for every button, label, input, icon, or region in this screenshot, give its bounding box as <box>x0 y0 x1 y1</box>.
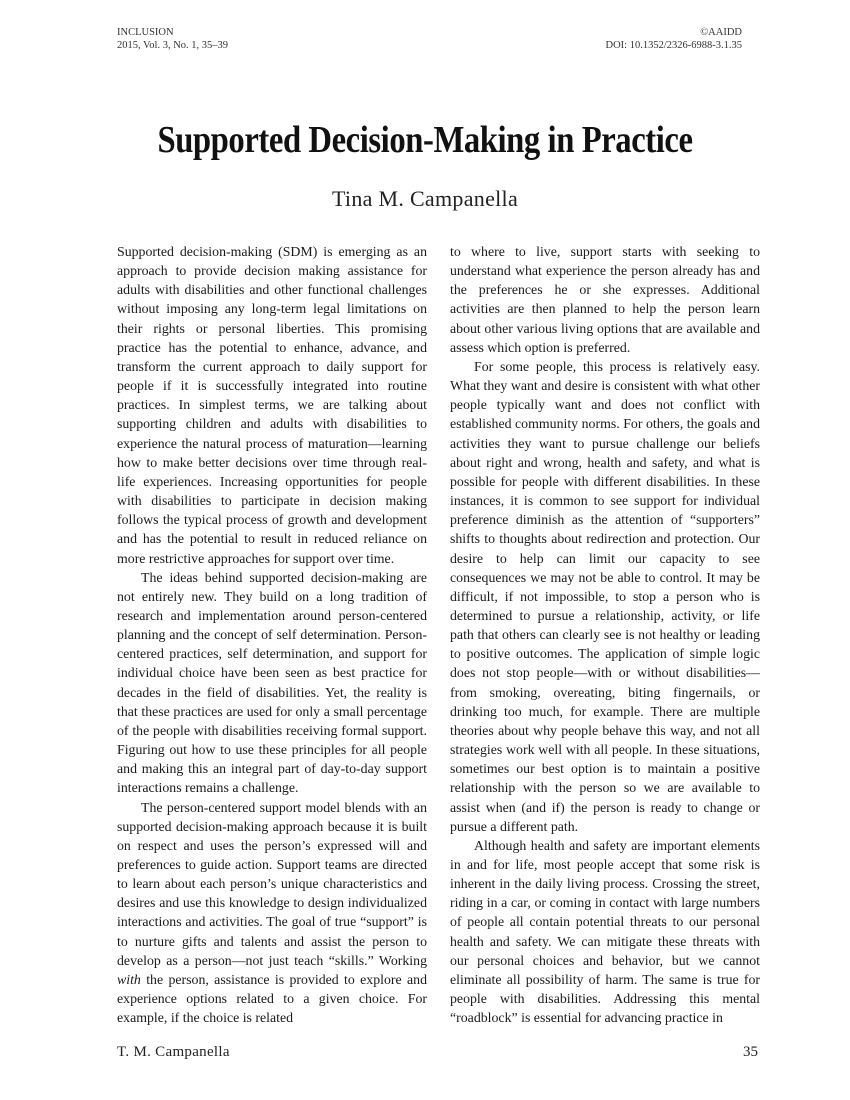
paragraph: The ideas behind supported decision-making are not entirely new. They build on a long tradition of research and implementation around person-centered planning and the concept of self determination. Person-centered practices, self determination, and support for individual choice have been seen as best practice for decades in the field of disabilities. Yet, the reality is that these practices are used for only a small percentage of the people with disabilities receiving formal support. Figuring out how to use these principles for all people and making this an integral part of day-to-day support interactions remains a challenge. <box>117 569 427 796</box>
running-header-right <box>606 26 743 52</box>
paragraph: to where to live, support starts with seeking to understand what experience the person already has and the preferences he or she expresses. Additional activities are then planned to help the person learn about other various living options that are available and assess which option is preferred. <box>450 244 760 355</box>
doi: DOI: 10.1352/2326-6988-3.1.35 <box>605 40 742 51</box>
body-column-left <box>117 242 427 1042</box>
running-header-left <box>117 26 228 52</box>
paragraph-text: the person, assistance is provided to explore and experience options related to a given choice. For example, if the choice is related <box>117 971 427 1026</box>
emphasis-text: with <box>117 971 141 987</box>
page-number: 35 <box>743 1044 758 1060</box>
paragraph: Supported decision-making (SDM) is emerging as an approach to provide decision making assistance for adults with disabilities and other functional challenges without imposing any long-term legal limitations on their rights or personal liberties. This promising practice has the potential to enhance, advance, and transform the current approach to daily support for people if it is successfully integrated into routine practices. In simplest terms, we are talking about supporting children and adults with disabilities to experience the natural process of maturation—learning how to make better decisions over time through real-life experiences. Increasing opportunities for people with disabilities to participate in decision making follows the typical process of growth and development and has the potential to result in reduced reliance on more restrictive approaches for support over time. <box>117 244 427 566</box>
footer-author: T. M. Campanella <box>117 1044 230 1060</box>
paragraph: For some people, this process is relatively easy. What they want and desire is consistent with what other people typically want and does not conflict with established community norms. For others, the goals and activities they want to pursue challenge our beliefs about right and wrong, health and safety, and what is possible for people with different disabilities. In these instances, it is common to see support for individual preference diminish as the attention of “supporters” shifts to thoughts about redirection and protection. Our desire to help can limit our capacity to see consequences we may not be able to control. It may be difficult, if not impossible, to stop a person who is determined to pursue a relationship, activity, or life path that others can clearly see is not healthy or leading to positive outcomes. The application of simple logic does not stop people—with or without disabilities—from smoking, overeating, biting fingernails, or drinking too much, for example. There are multiple theories about why people behave this way, and not all strategies work well with all people. In these situations, sometimes our best option is to maintain a positive relationship with the person so we are available to assist when (and if) the person is ready to change or pursue a different path. <box>450 358 760 834</box>
body-column-right <box>450 242 760 1042</box>
paragraph-text: The person-centered support model blends with an supported decision-making approach because it is built on respect and uses the person’s expressed will and preferences to guide action. Support teams are directed to learn about each person’s unique characteristics and desires and use this knowledge to design individualized interactions and activities. The goal of true “support” is to nurture gifts and talents and assist the person to develop as a person—not just teach “skills.” Working <box>117 799 427 968</box>
paragraph <box>117 798 427 1028</box>
article-author: Tina M. Campanella <box>331 186 519 211</box>
copyright-notice: ©AAIDD <box>700 27 742 38</box>
journal-name: INCLUSION <box>117 27 174 38</box>
paragraph: Although health and safety are important elements in and for life, most people accept that some risk is inherent in the daily living process. Crossing the street, riding in a car, or coming in contact with large numbers of people all contain potential threats to our personal health and safety. We can mitigate these threats with our personal choices and behavior, but we cannot eliminate all possibility of harm. The same is true for people with disabilities. Addressing this mental “roadblock” is essential for advancing practice in <box>450 837 760 1026</box>
journal-citation: 2015, Vol. 3, No. 1, 35–39 <box>117 40 229 51</box>
article-title: Supported Decision-Making in Practice <box>157 119 693 161</box>
